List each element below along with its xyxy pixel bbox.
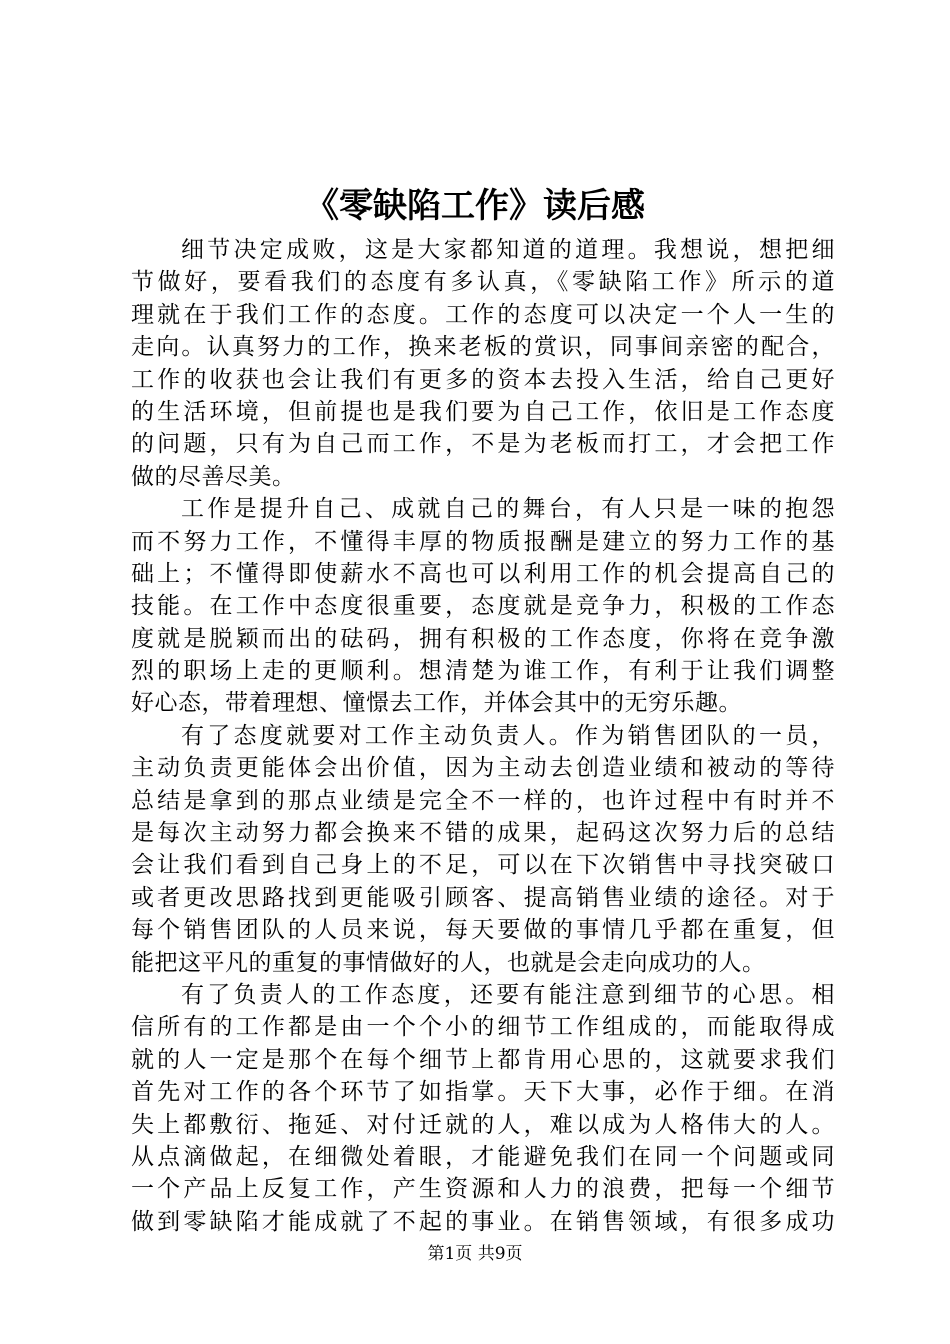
text-line: 做到零缺陷才能成就了不起的事业。在销售领域，有很多成功 (131, 1208, 835, 1235)
text-line: 首先对工作的各个环节了如指掌。天下大事，必作于细。在消 (131, 1079, 835, 1106)
text-line: 信所有的工作都是由一个个小的细节工作组成的，而能取得成 (131, 1014, 835, 1041)
text-line: 细节决定成败，这是大家都知道的道理。我想说，想把细 (181, 237, 835, 263)
text-line: 失上都敷衍、拖延、对付迁就的人，难以成为人格伟大的人。 (131, 1111, 835, 1138)
page-title: 《零缺陷工作》读后感 (305, 186, 645, 226)
text-line: 础上；不懂得即使薪水不高也可以利用工作的机会提高自己的 (131, 560, 835, 587)
text-line: 走向。认真努力的工作，换来老板的赏识，同事间亲密的配合， (131, 334, 835, 361)
text-line: 好心态，带着理想、憧憬去工作，并体会其中的无穷乐趣。 (131, 690, 742, 717)
text-line: 工作是提升自己、成就自己的舞台，有人只是一味的抱怨 (181, 496, 835, 523)
text-line: 一个产品上反复工作，产生资源和人力的浪费，把每一个细节 (131, 1176, 835, 1203)
text-line: 能把这平凡的重复的事情做好的人，也就是会走向成功的人。 (131, 949, 766, 976)
text-line: 节做好，要看我们的态度有多认真，《零缺陷工作》所示的道 (131, 269, 835, 296)
text-line: 有了负责人的工作态度，还要有能注意到细节的心思。相 (181, 981, 835, 1008)
text-line: 主动负责更能体会出价值，因为主动去创造业绩和被动的等待 (131, 755, 835, 782)
text-line: 工作的收获也会让我们有更多的资本去投入生活，给自己更好 (131, 366, 835, 393)
text-line: 会让我们看到自己身上的不足，可以在下次销售中寻找突破口 (131, 852, 835, 879)
text-line: 是每次主动努力都会换来不错的成果，起码这次努力后的总结 (131, 820, 835, 847)
text-line: 的生活环境，但前提也是我们要为自己工作，依旧是工作态度 (131, 398, 835, 425)
text-line: 度就是脱颖而出的砝码，拥有积极的工作态度，你将在竞争激 (131, 625, 835, 652)
text-line: 或者更改思路找到更能吸引顾客、提高销售业绩的途径。对于 (131, 884, 835, 911)
paragraph-3 (131, 720, 835, 979)
text-line: 而不努力工作，不懂得丰厚的物质报酬是建立的努力工作的基 (131, 528, 835, 555)
paragraph-4 (131, 979, 835, 1238)
text-line: 每个销售团队的人员来说，每天要做的事情几乎都在重复，但 (131, 917, 835, 944)
text-line: 的问题，只有为自己而工作，不是为老板而打工，才会把工作 (131, 431, 835, 458)
text-line: 理就在于我们工作的态度。工作的态度可以决定一个人一生的 (131, 301, 835, 328)
article-body (131, 234, 835, 1238)
paragraph-2 (131, 493, 835, 720)
text-line: 烈的职场上走的更顺利。想清楚为谁工作，有利于让我们调整 (131, 658, 835, 685)
text-line: 做的尽善尽美。 (131, 463, 296, 490)
text-line: 就的人一定是那个在每个细节上都肯用心思的，这就要求我们 (131, 1046, 835, 1073)
paragraph-1 (131, 234, 835, 493)
text-line: 技能。在工作中态度很重要，态度就是竞争力，积极的工作态 (131, 593, 835, 620)
text-line: 总结是拿到的那点业绩是完全不一样的，也许过程中有时并不 (131, 787, 835, 814)
text-line: 从点滴做起，在细微处着眼，才能避免我们在同一个问题或同 (131, 1143, 835, 1170)
page-number-footer: 第1页 共9页 (427, 1244, 523, 1264)
text-line: 有了态度就要对工作主动负责人。作为销售团队的一员， (181, 722, 835, 749)
